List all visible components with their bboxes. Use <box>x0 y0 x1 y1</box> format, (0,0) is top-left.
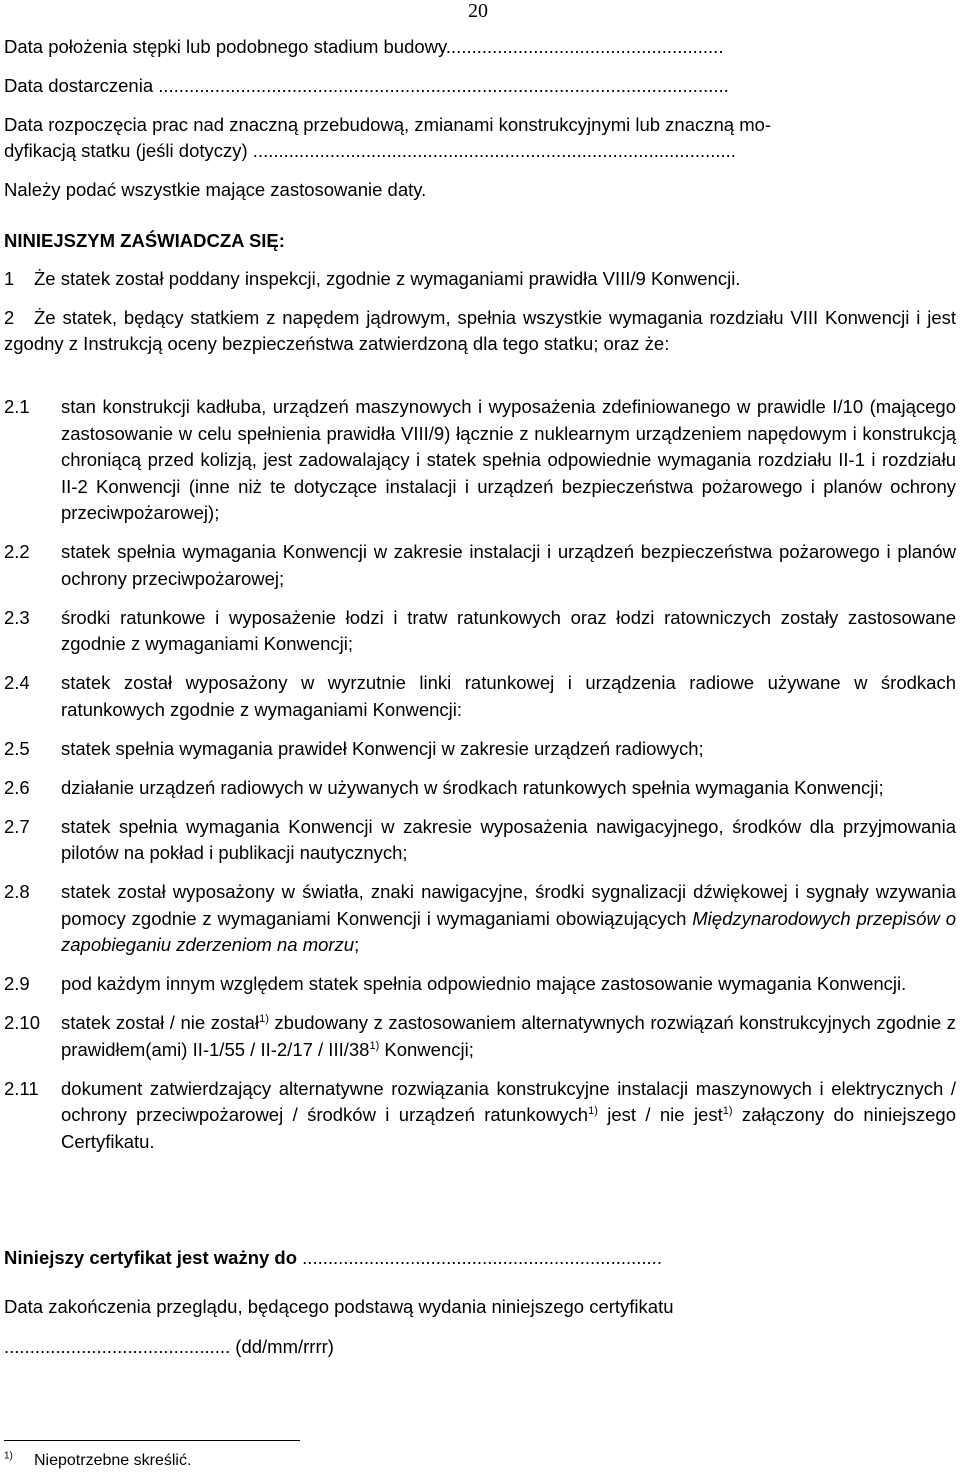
item-2 <box>4 305 956 357</box>
item-number: 1 <box>4 268 15 289</box>
item-text: Że statek, będący statkiem z napędem jądrowym, spełnia wszystkie wymagania rozdziału VIII Konwencji i jest zgodny z Instrukcją oceny bezpieczeństwa zatwierdzoną dla tego statku; oraz że: <box>4 307 956 354</box>
item-text-part: jest / nie jest <box>597 1104 723 1125</box>
item-text: statek spełnia wymagania prawideł Konwencji w zakresie urządzeń radiowych; <box>61 737 704 759</box>
validity-dots: ...................................................................... <box>297 1247 662 1268</box>
item-1 <box>4 266 956 292</box>
item-number: 2.8 <box>4 881 30 902</box>
item-text-part: ; <box>354 934 360 955</box>
validity-line <box>4 1245 662 1271</box>
item-number: 2.5 <box>4 737 30 759</box>
item-text-part: Konwencji; <box>379 1038 474 1060</box>
item-2-2 <box>4 539 956 592</box>
item-number: 2.4 <box>4 672 30 693</box>
item-number: 2.10 <box>4 1012 41 1033</box>
item-number: 2.7 <box>4 815 30 837</box>
keel-date-line: Data położenia stępki lub podobnego stadium budowy...................................................... <box>4 36 724 57</box>
item-2-8 <box>4 879 956 959</box>
item-2-1 <box>4 394 956 527</box>
item-number: 2.11 <box>4 1077 39 1099</box>
footnote-ref: 1) <box>369 1039 380 1052</box>
item-2-4 <box>4 670 956 723</box>
item-text: statek spełnia wymagania Konwencji w zakresie instalacji i urządzeń bezpieczeństwa pożarowego i planów ochrony przeciwpożarowej; <box>61 541 956 589</box>
item-text: działanie urządzeń radiowych w używanych w środkach ratunkowych spełnia wymagania Konwencji; <box>61 776 884 798</box>
item-number: 2.1 <box>4 396 30 417</box>
item-text-part: statek został / nie został <box>61 1012 260 1033</box>
item-2-3 <box>4 605 956 658</box>
footnote <box>4 1450 191 1472</box>
item-number: 2.2 <box>4 541 30 562</box>
delivery-date-line: Data dostarczenia ............................................................................................................... <box>4 75 729 96</box>
footnote-text: Niepotrzebne skreślić. <box>34 1452 192 1469</box>
dates-note: Należy podać wszystkie mające zastosowanie daty. <box>4 179 427 200</box>
item-text-part: zbudowany z zastosowaniem alternatywnych rozwiązań konstrukcyjnych zgodnie z prawidłem(ami) II-1/55 / II-2/17 / III/38 <box>61 1012 956 1060</box>
validity-label: Niniejszy certyfikat jest ważny do <box>4 1247 298 1268</box>
item-text: stan konstrukcji kadłuba, urządzeń maszynowych i wyposażenia zdefiniowanego w prawidle I/10 (mającego zastosowanie w celu spełnienia prawidła VIII/9) łącznie z nuklearnym urządzeniem napędowym i konstrukcją chroniącą przed kolizją, jest zadowalający i statek spełnia odpowiednie wymagania rozdziału II-1 i rozdziału II-2 Konwencji (inne niż te dotyczące instalacji i urządzeń bezpieczeństwa pożarowego i planów ochrony przeciwpożarowej); <box>61 396 956 523</box>
footnote-ref: 1) <box>588 1104 598 1117</box>
footnote-mark: 1) <box>4 1450 13 1462</box>
item-number: 2.9 <box>4 973 30 994</box>
item-text-part: statek został wyposażony w światła, znaki nawigacyjne, środki sygnalizacji dźwiękowej i sygnały wzywania pomocy zgodnie z wymaganiami Konwencji i wymaganiami obowiązujących <box>61 881 956 929</box>
conversion-date-line-1: Data rozpoczęcia prac nad znaczną przebudową, zmianami konstrukcyjnymi lub znaczną mo- <box>4 114 772 135</box>
item-text <box>61 1076 956 1156</box>
conversion-date-line-2: dyfikacją statku (jeśli dotyczy) .............................................................................................. <box>4 140 736 161</box>
footnote-divider <box>4 1440 300 1441</box>
review-date-dots: ............................................ <box>4 1336 231 1357</box>
footnote-ref: 1) <box>722 1104 733 1117</box>
page-number: 20 <box>468 0 488 22</box>
item-2-6 <box>4 775 956 802</box>
item-number: 2.6 <box>4 776 30 798</box>
item-2-11 <box>4 1076 956 1156</box>
item-text: środki ratunkowe i wyposażenie łodzi i tratw ratunkowych oraz łodzi ratowniczych zostały zastosowane zgodnie z wymaganiami Konwencji; <box>61 606 956 654</box>
item-text-part: dokument zatwierdzający alternatywne rozwiązania konstrukcyjne instalacji maszynowych i elektrycznych / ochrony przeciwpożarowej / środków i urządzeń ratunkowych <box>61 1077 956 1125</box>
review-completion-line: Data zakończenia przeglądu, będącego podstawą wydania niniejszego certyfikatu <box>4 1296 674 1317</box>
item-text-part: załączony do niniejszego Certyfikatu. <box>61 1104 956 1152</box>
item-text <box>61 1010 956 1063</box>
footnote-ref: 1) <box>259 1012 269 1025</box>
item-text: Że statek został poddany inspekcji, zgodnie z wymaganiami prawidła VIII/9 Konwencji. <box>34 268 741 289</box>
item-2-10 <box>4 1010 956 1063</box>
item-text: statek spełnia wymagania Konwencji w zakresie wyposażenia nawigacyjnego, środków dla przyjmowania pilotów na pokład i publikacji nautycznych; <box>61 815 956 863</box>
colregs-title: Międzynarodowych przepisów o zapobieganiu zderzeniom na morzu <box>61 907 956 955</box>
item-number: 2 <box>4 307 15 328</box>
item-2-9 <box>4 971 956 998</box>
item-2-7 <box>4 814 956 867</box>
item-text: statek został wyposażony w wyrzutnie linki ratunkowej i urządzenia radiowe używane w środkach ratunkowych zgodnie z wymaganiami Konwencji: <box>61 672 956 720</box>
certify-heading: NINIEJSZYM ZAŚWIADCZA SIĘ: <box>4 230 285 251</box>
date-format: (dd/mm/rrrr) <box>230 1336 334 1357</box>
review-date-line <box>4 1334 334 1360</box>
item-text <box>61 879 956 959</box>
item-number: 2.3 <box>4 606 30 628</box>
item-text: pod każdym innym względem statek spełnia odpowiednio mające zastosowanie wymagania Konwencji. <box>61 973 907 994</box>
item-2-5 <box>4 736 956 763</box>
sub-items <box>4 394 956 1168</box>
header-dates <box>4 34 956 216</box>
